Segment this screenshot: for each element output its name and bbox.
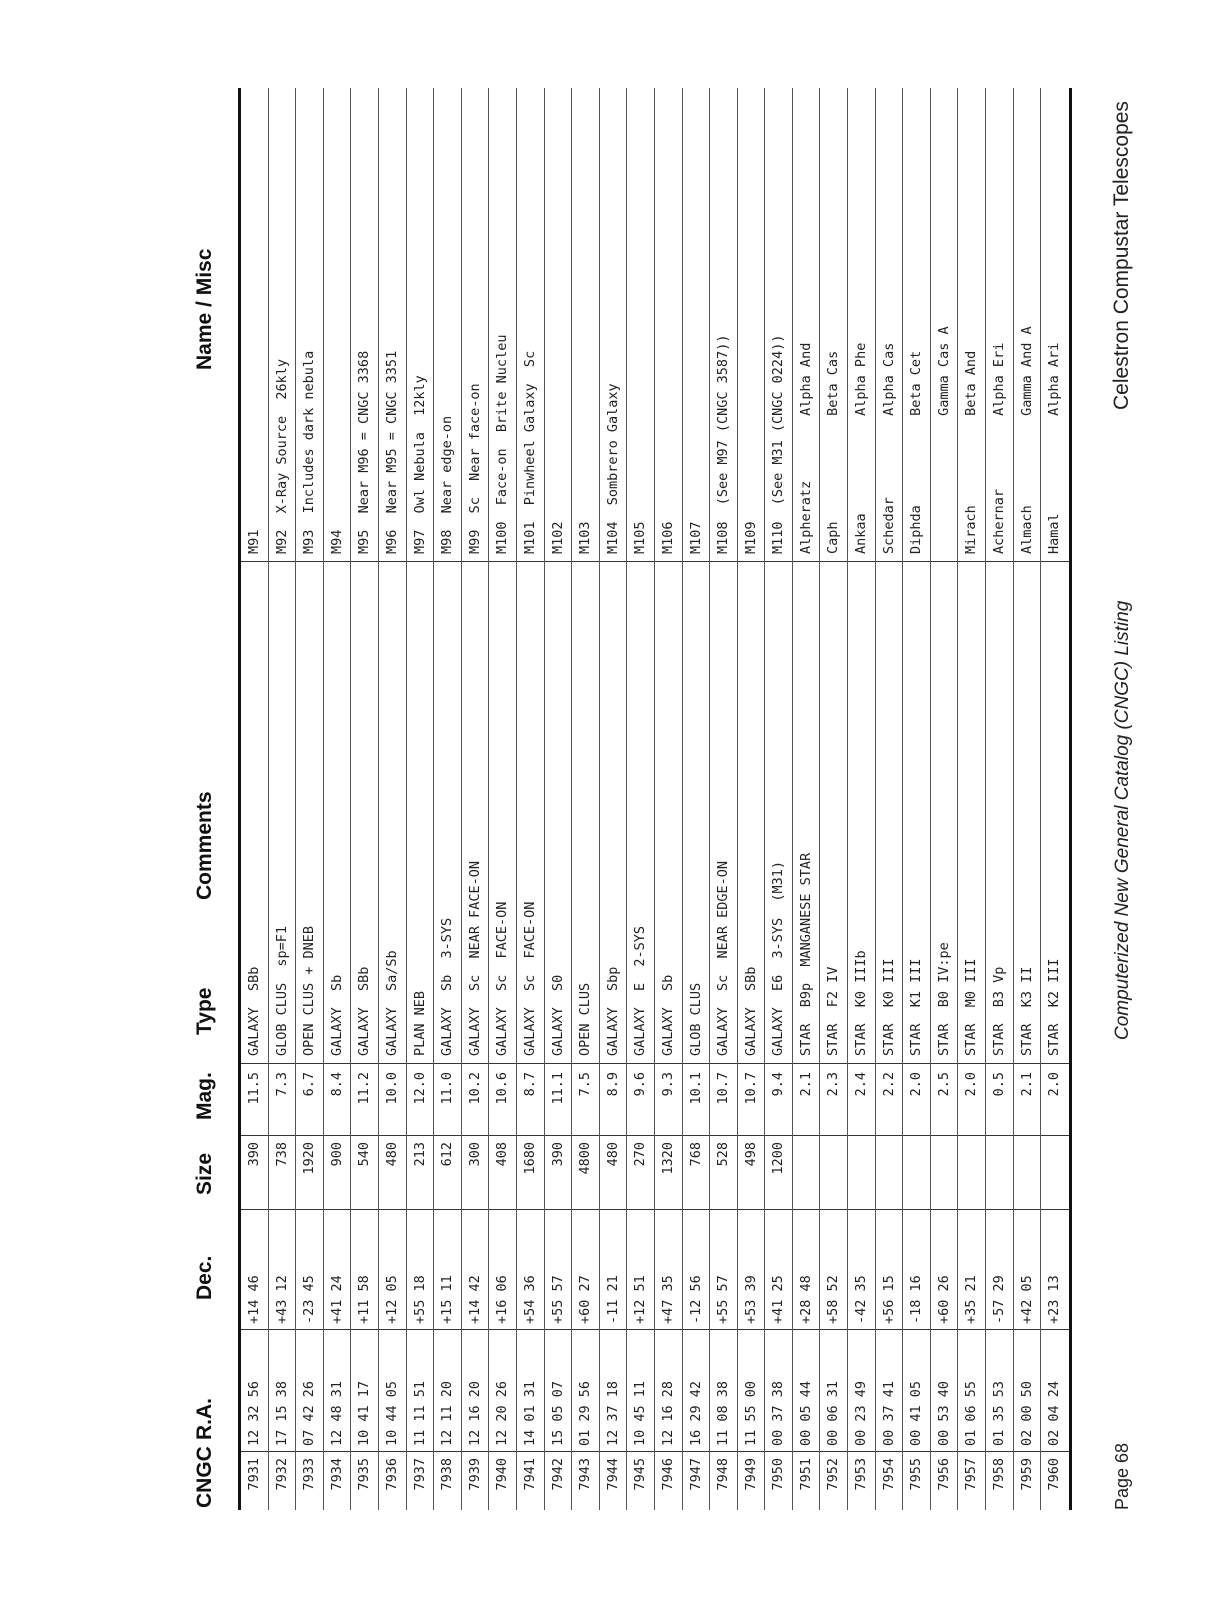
dec-cell: +11 58 <box>356 1275 373 1324</box>
type-comments-cell: GALAXY SBb <box>742 966 759 1056</box>
type-comments-cell: GALAXY Sa/Sb <box>383 950 400 1056</box>
table-row <box>434 88 462 1510</box>
type-comments-cell: GALAXY Sc NEAR FACE-ON <box>466 860 483 1056</box>
mag-cell: 6.7 <box>301 1072 318 1097</box>
size-cell <box>903 1142 931 1202</box>
name-misc-cell: M108 (See M97 (CNGC 3587)) <box>715 334 732 554</box>
name-misc-cell: Caph Beta Cas <box>825 350 842 554</box>
size-cell: 480 <box>383 1142 400 1167</box>
dec-cell: +28 48 <box>797 1275 814 1324</box>
table-row <box>379 88 407 1510</box>
name-misc-cell: M100 Face-on Brite Nucleu <box>494 334 511 554</box>
cngc-cell: 7953 <box>853 1458 870 1491</box>
dec-cell: +55 57 <box>715 1275 732 1324</box>
dec-cell: +41 24 <box>328 1275 345 1324</box>
dec-cell: +60 26 <box>935 1275 952 1324</box>
ra-cell: 12 20 26 <box>494 1380 511 1446</box>
size-cell <box>848 1142 876 1202</box>
mag-cell: 2.1 <box>1018 1072 1035 1097</box>
type-comments-cell: GALAXY Sc FACE-ON <box>494 901 511 1056</box>
size-cell: 480 <box>604 1142 621 1167</box>
cngc-cell: 7950 <box>770 1458 787 1491</box>
mag-cell: 2.0 <box>908 1072 925 1097</box>
mag-cell: 2.0 <box>963 1072 980 1097</box>
table-row <box>545 88 573 1510</box>
mag-cell: 7.5 <box>577 1072 594 1097</box>
table-row <box>241 88 269 1510</box>
mag-cell: 9.6 <box>632 1072 649 1097</box>
table-row <box>903 88 931 1510</box>
dec-cell: +12 05 <box>383 1275 400 1324</box>
mag-cell: 2.1 <box>797 1072 814 1097</box>
name-misc-cell: M105 <box>632 521 649 554</box>
size-cell <box>793 1142 821 1202</box>
cngc-cell: 7960 <box>1046 1458 1063 1491</box>
ra-cell: 12 32 56 <box>246 1380 262 1446</box>
type-comments-cell: GALAXY E 2-SYS <box>632 925 649 1056</box>
name-misc-cell: M95 Near M96 = CNGC 3368 <box>356 350 373 554</box>
header-dec: Dec. <box>193 1255 216 1300</box>
size-cell: 4800 <box>577 1142 594 1175</box>
table-row <box>820 88 848 1510</box>
mag-cell: 11.0 <box>439 1072 456 1105</box>
mag-cell: 11.5 <box>246 1072 262 1105</box>
ra-cell: 12 37 18 <box>604 1380 621 1446</box>
cngc-cell: 7939 <box>466 1458 483 1491</box>
dec-cell: -23 45 <box>301 1275 318 1324</box>
ra-cell: 12 16 28 <box>659 1380 676 1446</box>
ra-cell: 00 37 38 <box>770 1380 787 1446</box>
name-misc-cell: M102 <box>549 521 566 554</box>
name-misc-cell: M93 Includes dark nebula <box>301 350 318 554</box>
cngc-cell: 7944 <box>604 1458 621 1491</box>
name-misc-cell: M98 Near edge-on <box>439 415 456 554</box>
ra-cell: 12 48 31 <box>328 1380 345 1446</box>
cngc-cell: 7935 <box>356 1458 373 1491</box>
dec-cell: +54 36 <box>521 1275 538 1324</box>
type-comments-cell: GALAXY S0 <box>549 974 566 1056</box>
name-misc-cell: Hamal Alpha Ari <box>1046 342 1063 554</box>
table-row <box>572 88 600 1510</box>
header-ra: R.A. <box>193 1398 216 1440</box>
dec-cell: -42 35 <box>853 1275 870 1324</box>
size-cell: 1920 <box>301 1142 318 1175</box>
ra-cell: 11 11 51 <box>411 1380 428 1446</box>
size-cell: 1680 <box>521 1142 538 1175</box>
name-misc-cell: M91 <box>246 529 262 554</box>
name-misc-cell: Gamma Cas A <box>935 326 952 554</box>
cngc-cell: 7940 <box>494 1458 511 1491</box>
ra-cell: 15 05 07 <box>549 1380 566 1446</box>
type-comments-cell: GLOB CLUS sp=F1 <box>273 925 290 1056</box>
mag-cell: 10.7 <box>715 1072 732 1105</box>
mag-cell: 2.3 <box>825 1072 842 1097</box>
header-size: Size <box>193 1152 216 1195</box>
size-cell: 300 <box>466 1142 483 1167</box>
header-comments: Comments <box>193 791 216 900</box>
mag-cell: 11.1 <box>549 1072 566 1105</box>
ra-cell: 10 41 17 <box>356 1380 373 1446</box>
dec-cell: -12 56 <box>687 1275 704 1324</box>
size-cell <box>986 1142 1014 1202</box>
name-misc-cell: M110 (See M31 (CNGC 0224)) <box>770 334 787 554</box>
name-misc-cell: Ankaa Alpha Phe <box>853 342 870 554</box>
ra-cell: 02 00 50 <box>1018 1380 1035 1446</box>
dec-cell: +55 18 <box>411 1275 428 1324</box>
cngc-cell: 7954 <box>880 1458 897 1491</box>
table-row <box>296 88 324 1510</box>
name-misc-cell: M109 <box>742 521 759 554</box>
name-misc-cell: M103 <box>577 521 594 554</box>
cngc-cell: 7955 <box>908 1458 925 1491</box>
mag-cell: 10.1 <box>687 1072 704 1105</box>
cngc-cell: 7938 <box>439 1458 456 1491</box>
mag-cell: 9.3 <box>659 1072 676 1097</box>
size-cell <box>876 1142 904 1202</box>
table-row <box>462 88 490 1510</box>
type-comments-cell: STAR K2 III <box>1046 958 1063 1056</box>
dec-cell: +55 57 <box>549 1275 566 1324</box>
type-comments-cell: STAR B9p MANGANESE STAR <box>797 852 814 1056</box>
dec-cell: -11 21 <box>604 1275 621 1324</box>
table-row <box>738 88 766 1510</box>
size-cell: 390 <box>246 1142 262 1167</box>
ra-cell: 10 44 05 <box>383 1380 400 1446</box>
ra-cell: 02 04 24 <box>1046 1380 1063 1446</box>
catalog-table <box>238 88 1072 1510</box>
name-misc-cell: Mirach Beta And <box>963 350 980 554</box>
dec-cell: +56 15 <box>880 1275 897 1324</box>
dec-cell: +14 42 <box>466 1275 483 1324</box>
ra-cell: 01 35 53 <box>991 1380 1008 1446</box>
cngc-cell: 7948 <box>715 1458 732 1491</box>
cngc-cell: 7956 <box>935 1458 952 1491</box>
type-comments-cell: GALAXY Sbp <box>604 966 621 1056</box>
table-row <box>489 88 517 1510</box>
dec-cell: +16 06 <box>494 1275 511 1324</box>
cngc-cell: 7949 <box>742 1458 759 1491</box>
dec-cell: +60 27 <box>577 1275 594 1324</box>
dec-cell: +15 11 <box>439 1275 456 1324</box>
table-row <box>517 88 545 1510</box>
size-cell <box>1014 1142 1042 1202</box>
table-row <box>351 88 379 1510</box>
table-row <box>931 88 959 1510</box>
dec-cell: +53 39 <box>742 1275 759 1324</box>
size-cell: 540 <box>356 1142 373 1167</box>
type-comments-cell: STAR B0 IV:pe <box>935 942 952 1056</box>
size-cell: 1320 <box>659 1142 676 1175</box>
size-cell: 213 <box>411 1142 428 1167</box>
type-comments-cell: OPEN CLUS + DNEB <box>301 925 318 1056</box>
type-comments-cell: STAR M0 III <box>963 958 980 1056</box>
name-misc-cell: M92 X-Ray Source 26kly <box>273 358 290 554</box>
ra-cell: 11 08 38 <box>715 1380 732 1446</box>
table-row <box>683 88 711 1510</box>
mag-cell: 9.4 <box>770 1072 787 1097</box>
ra-cell: 00 05 44 <box>797 1380 814 1446</box>
size-cell: 900 <box>328 1142 345 1167</box>
dec-cell: +14 46 <box>246 1275 262 1324</box>
header-name-misc: Name / Misc <box>193 248 216 370</box>
type-comments-cell: GALAXY Sb 3-SYS <box>439 917 456 1056</box>
publisher-name: Celestron Compustar Telescopes <box>1110 101 1133 410</box>
ra-cell: 12 11 20 <box>439 1380 456 1446</box>
cngc-cell: 7958 <box>991 1458 1008 1491</box>
dec-cell: +35 21 <box>963 1275 980 1324</box>
mag-cell: 2.4 <box>853 1072 870 1097</box>
mag-cell: 10.0 <box>383 1072 400 1105</box>
dec-cell: -18 16 <box>908 1275 925 1324</box>
name-misc-cell: M97 Owl Nebula 12kly <box>411 375 428 554</box>
name-misc-cell: Schedar Alpha Cas <box>880 342 897 554</box>
mag-cell: 0.5 <box>991 1072 1008 1097</box>
size-cell: 390 <box>549 1142 566 1167</box>
table-row <box>710 88 738 1510</box>
mag-cell: 2.2 <box>880 1072 897 1097</box>
size-cell <box>1041 1142 1069 1202</box>
ra-cell: 16 29 42 <box>687 1380 704 1446</box>
mag-cell: 8.9 <box>604 1072 621 1097</box>
size-cell <box>820 1142 848 1202</box>
name-misc-cell: Alpheratz Alpha And <box>797 342 814 554</box>
mag-cell: 10.7 <box>742 1072 759 1105</box>
ra-cell: 12 16 20 <box>466 1380 483 1446</box>
header-mag: Mag. <box>193 1072 216 1120</box>
mag-cell: 7.3 <box>273 1072 290 1097</box>
size-cell: 498 <box>742 1142 759 1167</box>
dec-cell: +47 35 <box>659 1275 676 1324</box>
type-comments-cell: STAR K3 II <box>1018 966 1035 1056</box>
table-row <box>324 88 352 1510</box>
dec-cell: +41 25 <box>770 1275 787 1324</box>
table-row <box>655 88 683 1510</box>
type-comments-cell: GLOB CLUS <box>687 982 704 1056</box>
type-comments-cell: GALAXY Sb <box>659 974 676 1056</box>
ra-cell: 00 06 31 <box>825 1380 842 1446</box>
mag-cell: 12.0 <box>411 1072 428 1105</box>
dec-cell: -57 29 <box>991 1275 1008 1324</box>
type-comments-cell: STAR F2 IV <box>825 966 842 1056</box>
header-type: Type <box>193 987 216 1035</box>
table-row <box>848 88 876 1510</box>
type-comments-cell: GALAXY Sc NEAR EDGE-ON <box>715 860 732 1056</box>
type-comments-cell: OPEN CLUS <box>577 982 594 1056</box>
name-misc-cell: M94 <box>328 529 345 554</box>
ra-cell: 00 41 05 <box>908 1380 925 1446</box>
cngc-cell: 7957 <box>963 1458 980 1491</box>
mag-cell: 10.6 <box>494 1072 511 1105</box>
size-cell: 612 <box>439 1142 456 1167</box>
name-misc-cell: M96 Near M95 = CNGC 3351 <box>383 350 400 554</box>
page-number: Page 68 <box>1112 1442 1132 1510</box>
table-row <box>627 88 655 1510</box>
size-cell <box>958 1142 986 1202</box>
cngc-cell: 7945 <box>632 1458 649 1491</box>
type-comments-cell: GALAXY SBb <box>246 966 262 1056</box>
name-misc-cell: Achernar Alpha Eri <box>991 342 1008 554</box>
mag-cell: 8.7 <box>521 1072 538 1097</box>
cngc-cell: 7952 <box>825 1458 842 1491</box>
type-comments-cell: STAR K0 III <box>880 958 897 1056</box>
mag-cell: 8.4 <box>328 1072 345 1097</box>
size-cell: 768 <box>687 1142 704 1167</box>
type-comments-cell: STAR K1 III <box>908 958 925 1056</box>
cngc-cell: 7936 <box>383 1458 400 1491</box>
type-comments-cell: GALAXY Sb <box>328 974 345 1056</box>
name-misc-cell: M106 <box>659 521 676 554</box>
ra-cell: 14 01 31 <box>521 1380 538 1446</box>
mag-cell: 11.2 <box>356 1072 373 1105</box>
cngc-cell: 7943 <box>577 1458 594 1491</box>
cngc-cell: 7947 <box>687 1458 704 1491</box>
size-cell: 528 <box>715 1142 732 1167</box>
ra-cell: 00 37 41 <box>880 1380 897 1446</box>
table-row <box>600 88 628 1510</box>
dec-cell: +43 12 <box>273 1275 290 1324</box>
mag-cell: 10.2 <box>466 1072 483 1105</box>
name-misc-cell: M104 Sombrero Galaxy <box>604 383 621 554</box>
cngc-cell: 7951 <box>797 1458 814 1491</box>
ra-cell: 07 42 26 <box>301 1380 318 1446</box>
catalog-title: Computerized New General Catalog (CNGC) Listing <box>1112 600 1133 1040</box>
size-cell: 738 <box>273 1142 290 1167</box>
type-comments-cell: GALAXY Sc FACE-ON <box>521 901 538 1056</box>
cngc-cell: 7941 <box>521 1458 538 1491</box>
type-comments-cell: STAR K0 IIIb <box>853 950 870 1056</box>
dec-cell: +12 51 <box>632 1275 649 1324</box>
type-comments-cell: PLAN NEB <box>411 990 428 1056</box>
table-row <box>1041 88 1069 1510</box>
ra-cell: 17 15 38 <box>273 1380 290 1446</box>
size-cell: 270 <box>632 1142 649 1167</box>
mag-cell: 2.0 <box>1046 1072 1063 1097</box>
dec-cell: +42 05 <box>1018 1275 1035 1324</box>
table-body <box>241 88 1069 1510</box>
type-comments-cell: GALAXY SBb <box>356 966 373 1056</box>
table-row <box>958 88 986 1510</box>
cngc-cell: 7959 <box>1018 1458 1035 1491</box>
name-misc-cell: M101 Pinwheel Galaxy Sc <box>521 350 538 554</box>
size-cell: 408 <box>494 1142 511 1167</box>
header-cngc: CNGC <box>193 1446 216 1508</box>
name-misc-cell: M99 Sc Near face-on <box>466 383 483 554</box>
ra-cell: 01 29 56 <box>577 1380 594 1446</box>
dec-cell: +58 52 <box>825 1275 842 1324</box>
ra-cell: 10 45 11 <box>632 1380 649 1446</box>
ra-cell: 01 06 55 <box>963 1380 980 1446</box>
dec-cell: +23 13 <box>1046 1275 1063 1324</box>
type-comments-cell: STAR B3 Vp <box>991 966 1008 1056</box>
ra-cell: 11 55 00 <box>742 1380 759 1446</box>
table-row <box>986 88 1014 1510</box>
table-row <box>876 88 904 1510</box>
table-row <box>407 88 435 1510</box>
name-misc-cell: M107 <box>687 521 704 554</box>
type-comments-cell: GALAXY E6 3-SYS (M31) <box>770 860 787 1056</box>
cngc-cell: 7932 <box>273 1458 290 1491</box>
table-row <box>269 88 297 1510</box>
table-row <box>1014 88 1042 1510</box>
cngc-cell: 7946 <box>659 1458 676 1491</box>
cngc-cell: 7934 <box>328 1458 345 1491</box>
cngc-cell: 7931 <box>246 1458 262 1491</box>
cngc-cell: 7937 <box>411 1458 428 1491</box>
ra-cell: 00 23 49 <box>853 1380 870 1446</box>
table-row <box>765 88 793 1510</box>
cngc-cell: 7942 <box>549 1458 566 1491</box>
name-misc-cell: Diphda Beta Cet <box>908 350 925 554</box>
mag-cell: 2.5 <box>935 1072 952 1097</box>
table-row <box>793 88 821 1510</box>
name-misc-cell: Almach Gamma And A <box>1018 326 1035 554</box>
ra-cell: 00 53 40 <box>935 1380 952 1446</box>
size-cell: 1200 <box>770 1142 787 1175</box>
size-cell <box>931 1142 959 1202</box>
cngc-cell: 7933 <box>301 1458 318 1491</box>
